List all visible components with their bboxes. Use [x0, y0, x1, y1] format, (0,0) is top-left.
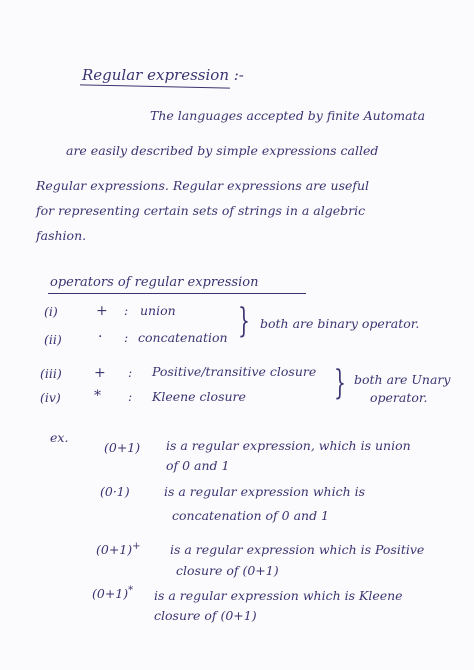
- operator-num-4: (iv): [40, 390, 61, 405]
- example-label: ex.: [50, 430, 69, 445]
- example-2-line-1: is a regular expression which is: [164, 484, 366, 499]
- operator-name-3: Positive/transitive closure: [152, 364, 317, 379]
- example-4-expr: (0+1)*: [92, 585, 134, 602]
- unary-note-line-1: both are Unary: [354, 372, 451, 387]
- example-1-line-2: of 0 and 1: [166, 458, 230, 473]
- example-2-line-2: concatenation of 0 and 1: [172, 508, 330, 523]
- example-3-expr: (0+1)+: [96, 541, 141, 558]
- example-4-line-2: closure of (0+1): [154, 608, 257, 623]
- binary-note: both are binary operator.: [260, 316, 420, 331]
- binary-brace: }: [238, 301, 250, 341]
- operator-symbol-4: *: [94, 388, 101, 404]
- operator-colon-4: :: [128, 389, 133, 404]
- example-4-line-1: is a regular expression which is Kleene: [154, 588, 403, 603]
- operator-symbol-1: +: [96, 303, 108, 319]
- example-1-expr: (0+1): [104, 440, 141, 456]
- operator-colon-3: :: [128, 365, 133, 380]
- intro-line-3: Regular expressions. Regular expressions are useful: [36, 178, 370, 193]
- operator-colon-2: :: [124, 330, 129, 345]
- operator-num-3: (iii): [40, 366, 62, 381]
- operator-name-4: Kleene closure: [152, 389, 246, 404]
- example-3-line-1: is a regular expression which is Positive: [170, 542, 425, 557]
- operator-num-1: (i): [44, 304, 58, 319]
- page-title: Regular expression :-: [82, 66, 244, 84]
- operator-symbol-3: +: [94, 365, 106, 381]
- operators-heading-underline: [48, 293, 306, 294]
- example-1-line-1: is a regular expression, which is union: [166, 438, 411, 453]
- intro-line-5: fashion.: [36, 228, 87, 243]
- operators-heading: operators of regular expression: [50, 275, 259, 290]
- operator-name-2: concatenation: [138, 330, 228, 345]
- intro-line-1: The languages accepted by finite Automata: [150, 108, 426, 123]
- operator-symbol-2: ·: [98, 329, 103, 345]
- example-2-expr: (0·1): [100, 484, 130, 500]
- title-underline: [80, 84, 230, 88]
- operator-colon-1: :: [124, 303, 129, 318]
- intro-line-2: are easily described by simple expressions called: [66, 143, 379, 158]
- intro-line-4: for representing certain sets of strings in a algebric: [36, 203, 366, 218]
- operator-name-1: union: [140, 303, 176, 318]
- operator-num-2: (ii): [44, 332, 62, 347]
- unary-brace: }: [334, 363, 346, 403]
- example-3-line-2: closure of (0+1): [176, 563, 279, 578]
- unary-note-line-2: operator.: [370, 390, 428, 405]
